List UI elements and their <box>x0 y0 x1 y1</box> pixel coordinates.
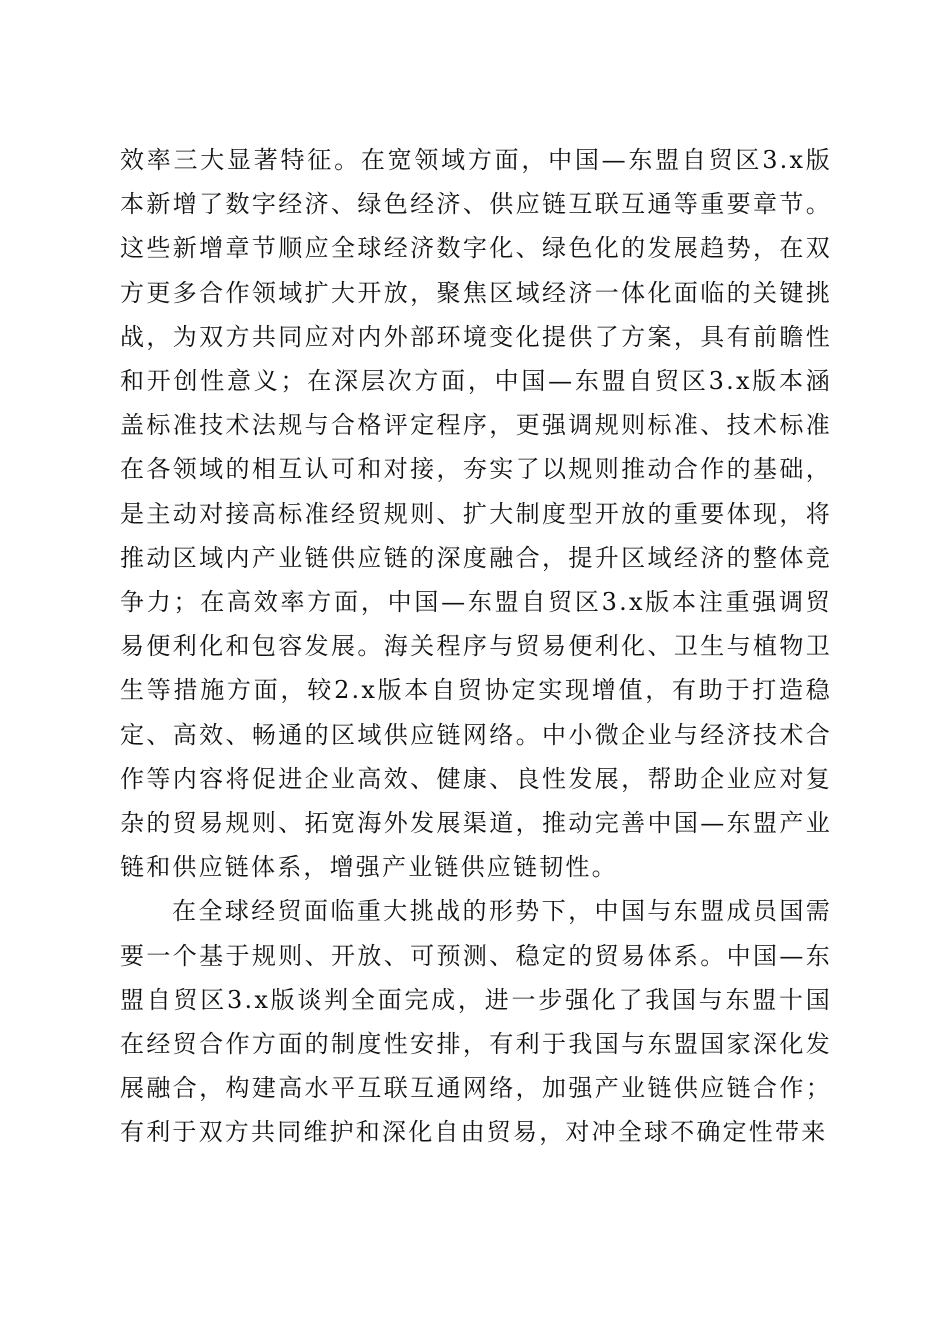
paragraph-features: 效率三大显著特征。在宽领域方面，中国—东盟自贸区3.x版本新增了数字经济、绿色经济、供应链互联互通等重要章节。这些新增章节顺应全球经济数字化、绿色化的发展趋势，在双方更多合作领域扩大开放，聚焦区域经济一体化面临的关键挑战，为双方共同应对内外部环境变化提供了方案，具有前瞻性和开创性意义；在深层次方面，中国—东盟自贸区3.x版本涵盖标准技术法规与合格评定程序，更强调规则标准、技术标准在各领域的相互认可和对接，夯实了以规则推动合作的基础，是主动对接高标准经贸规则、扩大制度型开放的重要体现，将推动区域内产业链供应链的深度融合，提升区域经济的整体竞争力；在高效率方面，中国—东盟自贸区3.x版本注重强调贸易便利化和包容发展。海关程序与贸易便利化、卫生与植物卫生等措施方面，较2.x版本自贸协定实现增值，有助于打造稳定、高效、畅通的区域供应链网络。中小微企业与经济技术合作等内容将促进企业高效、健康、良性发展，帮助企业应对复杂的贸易规则、拓宽海外发展渠道，推动完善中国—东盟产业链和供应链体系，增强产业链供应链韧性。 <box>120 146 832 882</box>
paragraph-challenges: 在全球经贸面临重大挑战的形势下，中国与东盟成员国需要一个基于规则、开放、可预测、稳定的贸易体系。中国—东盟自贸区3.x版谈判全面完成，进一步强化了我国与东盟十国在经贸合作方面的制度性安排，有利于我国与东盟国家深化发展融合，构建高水平互联互通网络，加强产业链供应链合作；有利于双方共同维护和深化自由贸易，对冲全球不确定性带来 <box>120 897 832 1147</box>
body-text <box>120 138 832 1155</box>
